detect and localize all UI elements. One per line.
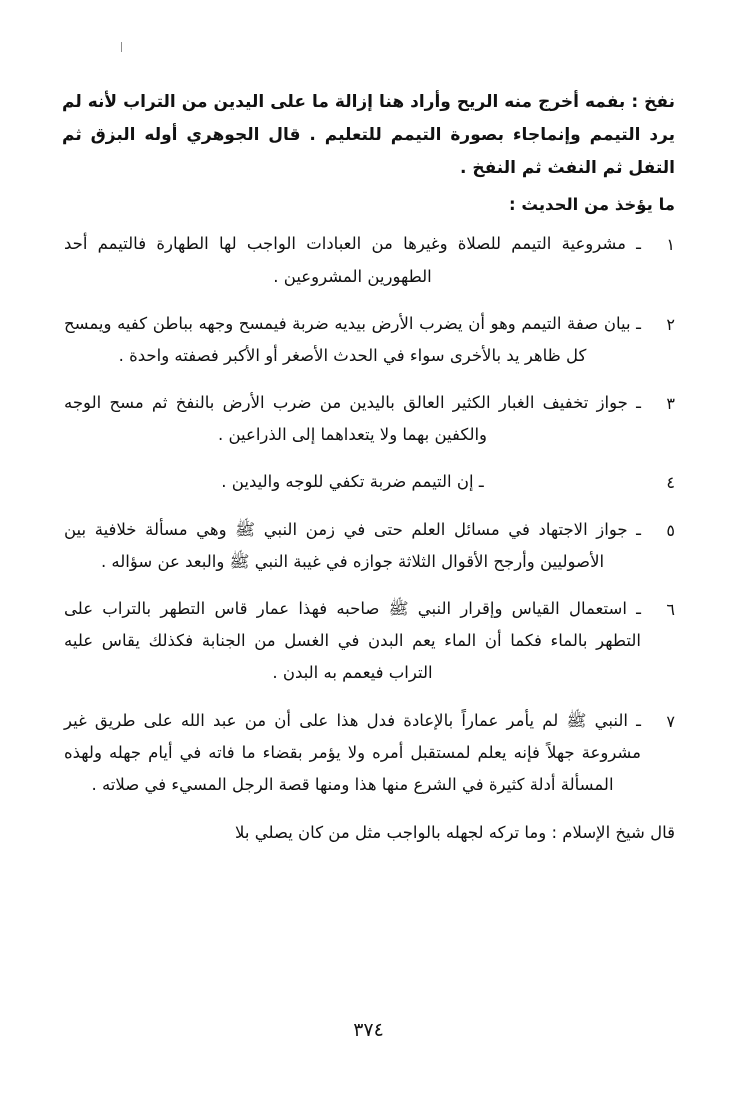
list-item-text (62, 308, 641, 372)
list-item-dash: ـ (636, 393, 641, 413)
list-item-text (62, 387, 641, 451)
list-item-text (62, 466, 641, 498)
list-item-number: ٧ (666, 711, 675, 731)
list-item-text (62, 705, 641, 802)
list-item-number: ٥ (666, 520, 675, 540)
top-paragraph: نفخ : بفمه أخرج منه الريح وأراد هنا إزالة ما على اليدين من التراب لأنه لم يرد التيمم وإنماجاء بصورة التيمم للتعليم . قال الجوهري أوله البزق ثم التفل ثم النفث ثم النفخ . (62, 92, 675, 179)
list-item-dash: ـ (478, 472, 484, 492)
list-item-dash: ـ (636, 234, 642, 254)
list-item-content: جواز الاجتهاد في مسائل العلم حتى في زمن النبي ﷺ وهي مسألة خلافية بين الأصوليين وأرجح الأقوال الثلاثة جوازه في غيبة النبي ﷺ والبعد عن سؤاله . (64, 519, 628, 571)
list-item (62, 705, 675, 802)
list-item-text (62, 228, 641, 292)
list-item (62, 514, 675, 578)
list-item-number: ١ (666, 235, 675, 255)
list-item (62, 466, 675, 498)
list-item-content: استعمال القياس وإقرار النبي ﷺ صاحبه فهذا عمار قاس التطهر بالتراب على التطهر بالماء فكما أن الماء يعم البدن في الغسل من الجنابة فكذلك يقاس عليه التراب فيعمم به البدن . (64, 598, 641, 683)
list-item (62, 308, 675, 372)
list-item-number: ٦ (666, 599, 675, 619)
list-item-dash: ـ (636, 710, 641, 730)
list-item-dash: ـ (636, 313, 641, 333)
section-lead-line: ما يؤخذ من الحديث : (509, 195, 675, 215)
list-item-content: مشروعية التيمم للصلاة وغيرها من العبادات الواجب لها الطهارة فالتيمم أحد الطهورين المشروعين . (64, 234, 626, 286)
list-item-number: ٢ (666, 314, 675, 334)
list-item-content: إن التيمم ضربة تكفي للوجه واليدين . (221, 472, 474, 492)
list-item-content: جواز تخفيف الغبار الكثير العالق باليدين من ضرب الأرض بالنفخ ثم مسح الوجه والكفين بهما ولا يتعداهما إلى الذراعين . (64, 393, 628, 445)
list-item-content: النبي ﷺ لم يأمر عماراً بالإعادة فدل هذا على أن من عبد الله على طريق غير مشروعة جهلاً فإنه يعلم لمستقبل أمره ولا يؤمر بقضاء ما فاته في أيام جهله ولهذه المسألة أدلة كثيرة في الشرع منها هذا ومنها قصة الرجل المسيء في صلاته . (64, 710, 641, 794)
list-item-number: ٤ (666, 473, 675, 493)
list-item-number: ٣ (666, 394, 675, 414)
closing-paragraph: قال شيخ الإسلام : وما تركه لجهله بالواجب مثل من كان يصلي بلا (235, 823, 675, 843)
list-item-text (62, 514, 641, 578)
list-item-dash: ـ (636, 519, 641, 539)
page-number: ٣٧٤ (353, 1019, 384, 1041)
list-item-dash: ـ (636, 598, 641, 618)
registration-tick-mark (121, 42, 122, 52)
list-item (62, 387, 675, 451)
list-item-content: بيان صفة التيمم وهو أن يضرب الأرض بيديه ضربة فيمسح وجهه بباطن كفيه ويمسح كل ظاهر يد بالأخرى سواء في الحدث الأصغر أو الأكبر فصفته واحدة . (64, 313, 631, 365)
list-item (62, 228, 675, 292)
list-item (62, 593, 675, 690)
list-item-text (62, 593, 641, 690)
